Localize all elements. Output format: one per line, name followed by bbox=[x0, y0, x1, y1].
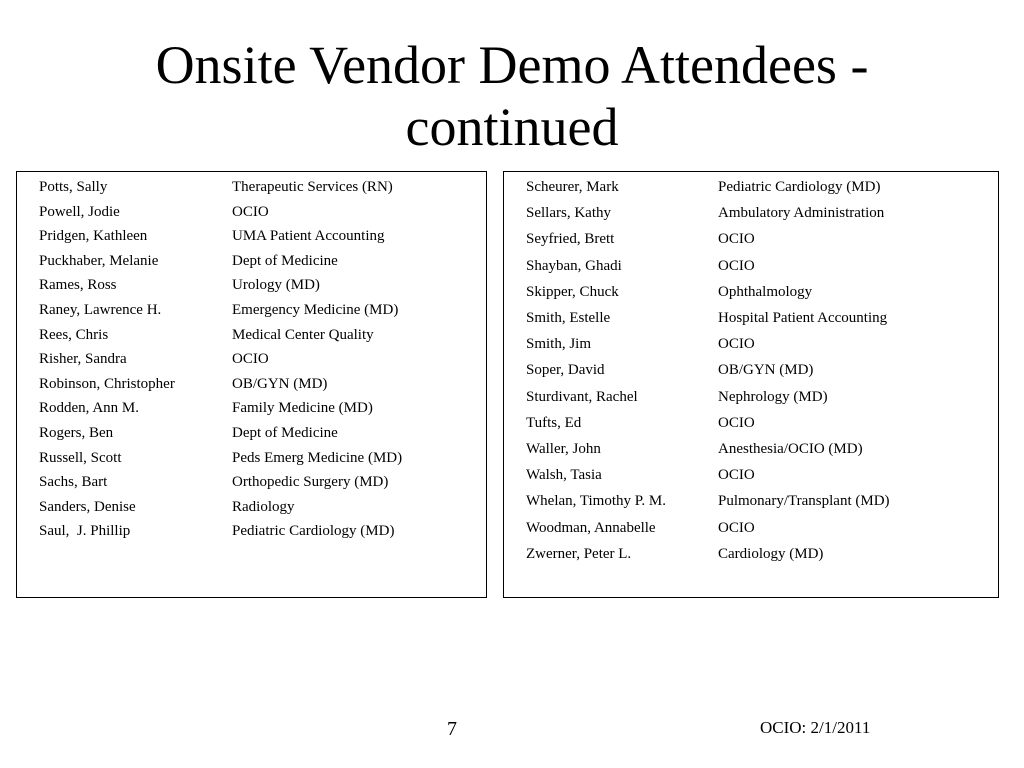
attendee-department: Ambulatory Administration bbox=[718, 205, 885, 222]
attendee-department: OB/GYN (MD) bbox=[232, 375, 328, 392]
attendee-department: OCIO bbox=[718, 467, 755, 484]
table-row bbox=[504, 333, 998, 355]
attendee-name: Potts, Sally bbox=[39, 179, 108, 195]
attendee-name: Skipper, Chuck bbox=[526, 283, 619, 300]
attendee-department: Therapeutic Services (RN) bbox=[232, 179, 393, 195]
table-row bbox=[17, 324, 486, 346]
table-row bbox=[17, 373, 486, 395]
table-row bbox=[17, 225, 486, 247]
attendee-department: OCIO bbox=[718, 414, 755, 431]
table-row bbox=[17, 520, 486, 542]
table-row bbox=[504, 176, 998, 198]
attendee-name: Smith, Jim bbox=[526, 336, 592, 353]
attendee-department: OCIO bbox=[232, 203, 269, 220]
table-row bbox=[504, 228, 998, 250]
attendee-department: OCIO bbox=[232, 351, 269, 368]
attendee-department: Pulmonary/Transplant (MD) bbox=[718, 493, 890, 510]
attendee-department: Dept of Medicine bbox=[232, 425, 338, 441]
table-row bbox=[504, 412, 998, 434]
attendee-department: Medical Center Quality bbox=[232, 326, 374, 343]
attendee-name: Zwerner, Peter L. bbox=[526, 545, 632, 562]
slide-title-line-1: Onsite Vendor Demo Attendees - bbox=[155, 35, 869, 95]
attendee-name: Waller, John bbox=[526, 441, 601, 457]
attendee-name: Raney, Lawrence H. bbox=[39, 302, 162, 318]
attendee-name: Seyfried, Brett bbox=[526, 231, 615, 248]
table-row bbox=[17, 348, 486, 370]
attendee-table-right bbox=[503, 171, 999, 598]
attendee-name: Russell, Scott bbox=[39, 449, 122, 466]
table-row bbox=[504, 517, 998, 539]
attendee-department: Pediatric Cardiology (MD) bbox=[232, 523, 395, 540]
attendee-department: Hospital Patient Accounting bbox=[718, 310, 888, 326]
table-row bbox=[504, 438, 998, 460]
attendee-department: UMA Patient Accounting bbox=[232, 228, 385, 245]
table-row bbox=[504, 543, 998, 565]
attendee-name: Woodman, Annabelle bbox=[526, 519, 656, 536]
attendee-department: OCIO bbox=[718, 519, 755, 536]
attendee-name: Rogers, Ben bbox=[39, 425, 114, 441]
attendee-name: Rees, Chris bbox=[39, 326, 109, 343]
table-row bbox=[17, 274, 486, 296]
attendee-department: OCIO bbox=[718, 231, 755, 248]
attendee-name: Whelan, Timothy P. M. bbox=[526, 493, 667, 510]
attendee-name: Sachs, Bart bbox=[39, 474, 108, 491]
attendee-name: Rames, Ross bbox=[39, 277, 117, 294]
table-row bbox=[504, 359, 998, 381]
attendee-name: Shayban, Ghadi bbox=[526, 257, 622, 274]
slide-title bbox=[0, 34, 1024, 158]
attendee-department: OCIO bbox=[718, 336, 755, 353]
attendee-name: Saul, J. Phillip bbox=[39, 523, 131, 540]
attendee-name: Sanders, Denise bbox=[39, 498, 136, 515]
attendee-department: Ophthalmology bbox=[718, 283, 813, 300]
attendee-name: Scheurer, Mark bbox=[526, 179, 619, 195]
attendee-department: Peds Emerg Medicine (MD) bbox=[232, 449, 403, 466]
attendee-table-left bbox=[16, 171, 487, 598]
attendee-name: Rodden, Ann M. bbox=[39, 400, 140, 417]
attendee-name: Walsh, Tasia bbox=[526, 467, 602, 484]
table-row bbox=[17, 299, 486, 321]
attendee-department: Urology (MD) bbox=[232, 277, 320, 294]
table-row bbox=[504, 281, 998, 303]
attendee-name: Tufts, Ed bbox=[526, 414, 582, 431]
attendee-department: Orthopedic Surgery (MD) bbox=[232, 474, 389, 491]
table-row bbox=[504, 255, 998, 277]
attendee-department: OCIO bbox=[718, 257, 755, 274]
attendee-name: Sturdivant, Rachel bbox=[526, 388, 638, 405]
attendee-department: Emergency Medicine (MD) bbox=[232, 302, 399, 318]
attendee-name: Puckhaber, Melanie bbox=[39, 252, 159, 269]
table-row bbox=[504, 202, 998, 224]
footer-date-note: OCIO: 2/1/2011 bbox=[760, 718, 871, 737]
attendee-name: Pridgen, Kathleen bbox=[39, 228, 148, 245]
table-row bbox=[504, 307, 998, 329]
table-row bbox=[17, 471, 486, 493]
attendee-name: Sellars, Kathy bbox=[526, 205, 611, 222]
attendee-name: Smith, Estelle bbox=[526, 310, 611, 326]
table-row bbox=[504, 464, 998, 486]
attendee-department: Anesthesia/OCIO (MD) bbox=[718, 441, 863, 457]
table-row bbox=[17, 496, 486, 518]
attendee-department: Cardiology (MD) bbox=[718, 545, 824, 562]
attendee-department: Nephrology (MD) bbox=[718, 388, 828, 405]
table-row bbox=[504, 490, 998, 512]
table-row bbox=[17, 201, 486, 223]
slide-title-line-2: continued bbox=[405, 97, 619, 157]
page-number: 7 bbox=[447, 718, 457, 740]
table-row bbox=[17, 447, 486, 469]
table-row bbox=[17, 422, 486, 444]
attendee-department: Pediatric Cardiology (MD) bbox=[718, 179, 881, 195]
attendee-name: Robinson, Christopher bbox=[39, 375, 175, 392]
attendee-name: Powell, Jodie bbox=[39, 203, 120, 220]
attendee-name: Soper, David bbox=[526, 362, 605, 379]
table-row bbox=[17, 397, 486, 419]
attendee-department: OB/GYN (MD) bbox=[718, 362, 814, 379]
table-row bbox=[504, 386, 998, 408]
table-row bbox=[17, 176, 486, 198]
attendee-department: Dept of Medicine bbox=[232, 252, 338, 269]
attendee-department: Family Medicine (MD) bbox=[232, 400, 373, 417]
table-row bbox=[17, 250, 486, 272]
attendee-name: Risher, Sandra bbox=[39, 351, 127, 368]
attendee-department: Radiology bbox=[232, 498, 295, 515]
